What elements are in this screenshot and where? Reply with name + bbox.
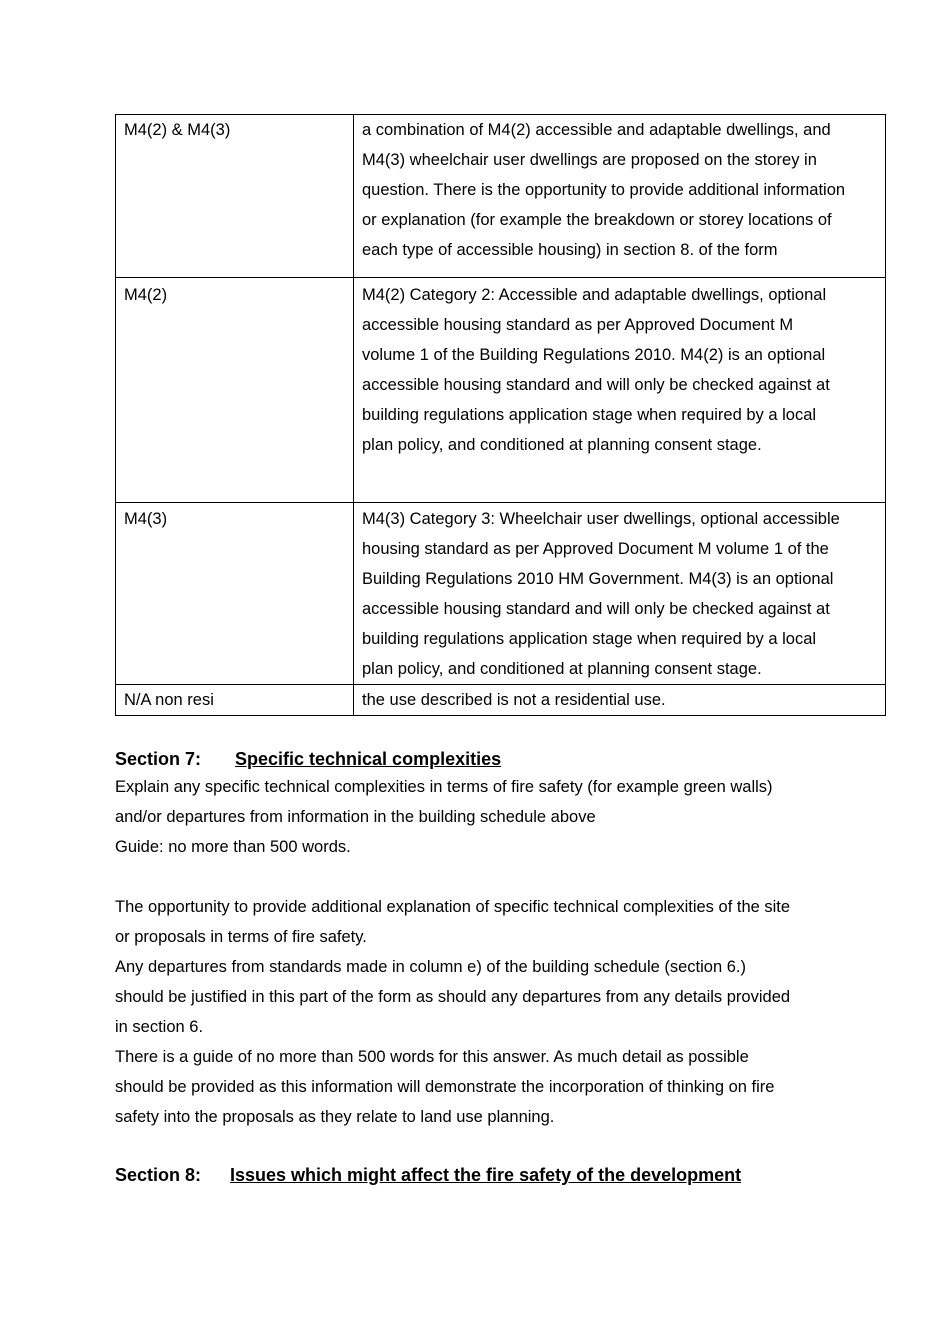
section-7-intro: Explain any specific technical complexities in terms of fire safety (for example green walls) and/or departures from information in the building schedule above Guide: no more than 500 words. <box>115 778 773 856</box>
table-row <box>116 115 886 278</box>
accessible-housing-table <box>115 114 886 716</box>
section-7 <box>115 746 885 1132</box>
housing-description-cell: the use described is not a residential use. <box>354 685 886 716</box>
paragraph-gap <box>115 862 885 892</box>
table-row <box>116 278 886 503</box>
section-7-number: Section 7: <box>115 749 202 769</box>
table-row <box>116 685 886 716</box>
housing-code-cell: N/A non resi <box>116 685 354 716</box>
housing-code-cell: M4(2) <box>116 278 354 503</box>
section-8-title: Issues which might affect the fire safety of the development <box>230 1165 742 1185</box>
section-7-guidance-2: Any departures from standards made in column e) of the building schedule (section 6.) should be justified in this part of the form as should any departures from any details provided in section 6. <box>115 958 791 1036</box>
section-7-title: Specific technical complexities <box>235 749 502 769</box>
section-8-heading <box>115 1162 885 1188</box>
housing-code-cell: M4(2) & M4(3) <box>116 115 354 278</box>
housing-description-cell: a combination of M4(2) accessible and adaptable dwellings, and M4(3) wheelchair user dwellings are proposed on the storey in question. There is the opportunity to provide additional information or explanation (for example the breakdown or storey locations of each type of accessible housing) in section 8. of the form <box>354 115 886 278</box>
section-8-number: Section 8: <box>115 1165 202 1185</box>
section-7-guidance-3: There is a guide of no more than 500 words for this answer. As much detail as possible should be provided as this information will demonstrate the incorporation of thinking on fire safety into the proposals as they relate to land use planning. <box>115 1048 775 1126</box>
housing-description-cell: M4(2) Category 2: Accessible and adaptable dwellings, optional accessible housing standard as per Approved Document M volume 1 of the Building Regulations 2010. M4(2) is an optional accessible housing standard and will only be checked against at building regulations application stage when required by a local plan policy, and conditioned at planning consent stage. <box>354 278 886 503</box>
housing-code-cell: M4(3) <box>116 503 354 685</box>
table-row <box>116 503 886 685</box>
housing-description-cell: M4(3) Category 3: Wheelchair user dwellings, optional accessible housing standard as per Approved Document M volume 1 of the Building Regulations 2010 HM Government. M4(3) is an optional accessible housing standard and will only be checked against at building regulations application stage when required by a local plan policy, and conditioned at planning consent stage. <box>354 503 886 685</box>
section-7-guidance-1: The opportunity to provide additional explanation of specific technical complexities of the site or proposals in terms of fire safety. <box>115 898 791 946</box>
section-7-heading <box>115 746 885 772</box>
document-page <box>115 114 885 1188</box>
section-8 <box>115 1162 885 1188</box>
